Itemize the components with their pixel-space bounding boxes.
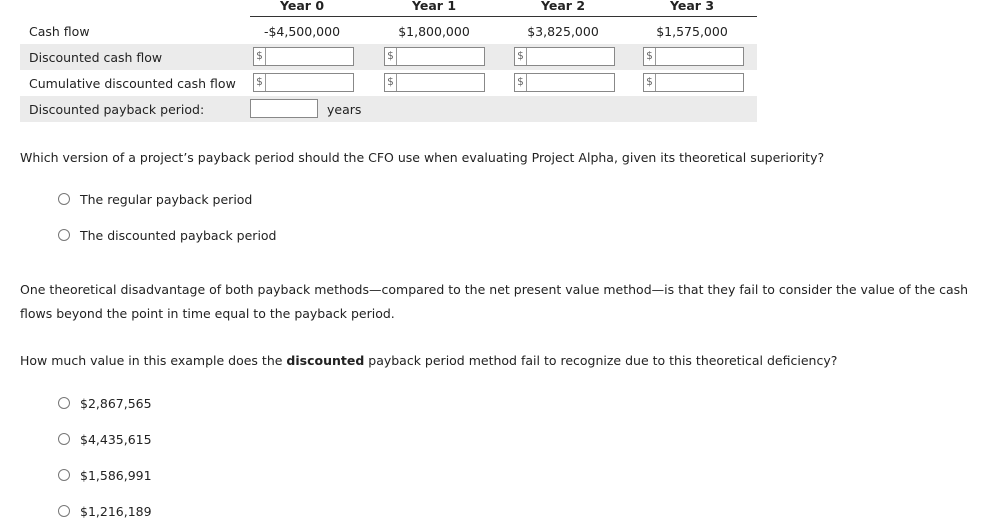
- question-2-after: payback period method fail to recognize due to this theoretical deficiency?: [364, 353, 838, 368]
- years-unit-label: years: [327, 102, 362, 117]
- statement-line-2: flows beyond the point in time equal to the payback period.: [20, 306, 395, 321]
- cash-flow-label: Cash flow: [29, 24, 90, 39]
- question-1-text: Which version of a project’s payback period should the CFO use when evaluating Project Alpha, given its theoretical superiority?: [20, 150, 825, 165]
- radio-button[interactable]: [58, 397, 70, 409]
- currency-symbol: $: [515, 48, 527, 65]
- option-label: $4,435,615: [80, 432, 152, 447]
- statement-line-1: One theoretical disadvantage of both payback methods—compared to the net present value method—is that they fail to consider the value of the cash: [20, 282, 969, 297]
- option-label: $1,586,991: [80, 468, 152, 483]
- option-label: $2,867,565: [80, 396, 152, 411]
- question-2-before: How much value in this example does the: [20, 353, 287, 368]
- payback-period-input[interactable]: [250, 99, 318, 118]
- cash-flow-year-0: -$4,500,000: [263, 24, 341, 39]
- cash-flow-year-1: $1,800,000: [398, 24, 470, 39]
- cash-flow-row: [20, 18, 757, 44]
- currency-symbol: $: [254, 74, 266, 91]
- currency-symbol: $: [515, 74, 527, 91]
- discounted-cash-flow-row: [20, 44, 757, 70]
- currency-symbol: $: [385, 48, 397, 65]
- radio-button[interactable]: [58, 229, 70, 241]
- cdcf-year-3-input[interactable]: [643, 73, 744, 92]
- header-rule: [250, 16, 757, 17]
- header-year-3: Year 3: [669, 0, 715, 13]
- cdcf-year-1-input[interactable]: [384, 73, 485, 92]
- option-label: $1,216,189: [80, 504, 152, 519]
- currency-symbol: $: [644, 48, 656, 65]
- cdcf-year-2-input[interactable]: [514, 73, 615, 92]
- header-year-1: Year 1: [411, 0, 457, 13]
- question-2-bold: discounted: [286, 353, 365, 368]
- discounted-payback-row: [20, 96, 757, 122]
- option-label: The regular payback period: [80, 192, 253, 207]
- cumulative-dcf-row: [20, 70, 757, 96]
- radio-button[interactable]: [58, 469, 70, 481]
- discounted-cash-flow-label: Discounted cash flow: [29, 50, 163, 65]
- cash-flow-year-3: $1,575,000: [656, 24, 728, 39]
- dcf-year-2-input[interactable]: [514, 47, 615, 66]
- radio-button[interactable]: [58, 193, 70, 205]
- dcf-year-1-input[interactable]: [384, 47, 485, 66]
- option-label: The discounted payback period: [80, 228, 277, 243]
- discounted-payback-label: Discounted payback period:: [29, 102, 205, 117]
- cdcf-year-0-input[interactable]: [253, 73, 354, 92]
- radio-button[interactable]: [58, 433, 70, 445]
- dcf-year-3-input[interactable]: [643, 47, 744, 66]
- cumulative-dcf-label: Cumulative discounted cash flow: [29, 76, 236, 91]
- header-year-0: Year 0: [279, 0, 325, 13]
- question-2-text: [20, 349, 837, 373]
- header-year-2: Year 2: [540, 0, 586, 13]
- currency-symbol: $: [254, 48, 266, 65]
- dcf-year-0-input[interactable]: [253, 47, 354, 66]
- cash-flow-year-2: $3,825,000: [527, 24, 599, 39]
- currency-symbol: $: [644, 74, 656, 91]
- currency-symbol: $: [385, 74, 397, 91]
- radio-button[interactable]: [58, 505, 70, 517]
